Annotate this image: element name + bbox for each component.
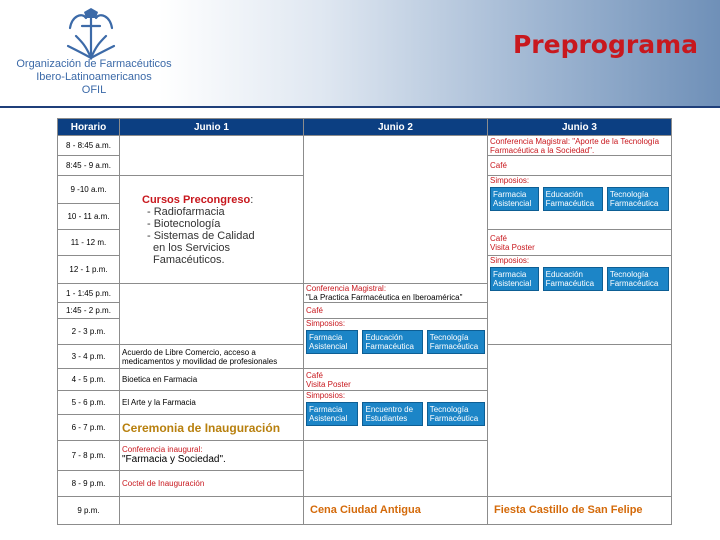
curso-item: - Biotecnología	[147, 217, 221, 230]
simposio-box: Educación Farmacéutica	[362, 330, 422, 354]
j3-cafe-visita: Café Visita Poster	[488, 230, 672, 256]
j1-empty-midday	[120, 284, 304, 345]
simposio-box: Tecnología Farmacéutica	[427, 402, 485, 426]
j3-simposios-1: Simposios: Farmacia Asistencial Educación Farmacéutica Tecnología Farmacéutica	[488, 176, 672, 230]
simposio-box: Encuentro de Estudiantes	[362, 402, 422, 426]
curso-item: - Sistemas de Calidad	[147, 229, 255, 242]
j3-fiesta: Fiesta Castillo de San Felipe	[488, 497, 672, 525]
col-header-junio-1: Junio 1	[120, 119, 304, 136]
curso-item: en los Servicios	[153, 241, 231, 254]
j1-arte: El Arte y la Farmacia	[120, 391, 304, 415]
time-cell: 10 - 11 a.m.	[58, 204, 120, 230]
simposio-box: Farmacia Asistencial	[306, 402, 358, 426]
ofil-logo-icon	[62, 6, 120, 60]
time-cell: 9 p.m.	[58, 497, 120, 525]
curso-item: - Radiofarmacia	[147, 205, 225, 218]
j2-simposios-1: Simposios: Farmacia Asistencial Educación Farmacéutica Tecnología Farmacéutica	[304, 319, 488, 369]
j1-conferencia-inaugural: Conferencia inaugural: "Farmacia y Sociedad".	[120, 441, 304, 471]
j3-cafe: Café	[488, 156, 672, 176]
time-cell: 12 - 1 p.m.	[58, 256, 120, 284]
j3-simposios-2: Simposios: Farmacia Asistencial Educación Farmacéutica Tecnología Farmacéutica	[488, 256, 672, 345]
j1-cursos-precongreso: Cursos Precongreso: - Radiofarmacia - Biotecnología - Sistemas de Calidad en los Servicios Famacéuticos.	[120, 176, 304, 284]
j3-conferencia: Conferencia Magistral: "Aporte de la Tecnología Farmacéutica a la Sociedad".	[488, 136, 672, 156]
j2-simposios-2: Simposios: Farmacia Asistencial Encuentro de Estudiantes Tecnología Farmacéutica	[304, 391, 488, 441]
time-cell: 6 - 7 p.m.	[58, 415, 120, 441]
j2-empty-evening	[304, 441, 488, 497]
time-cell: 8 - 8:45 a.m.	[58, 136, 120, 156]
org-line-2: Ibero-Latinoamericanos	[36, 71, 152, 83]
time-cell: 7 - 8 p.m.	[58, 441, 120, 471]
cursos-title: Cursos Precongreso	[142, 193, 251, 206]
simposio-box: Tecnología Farmacéutica	[607, 267, 669, 291]
header-divider	[0, 106, 720, 108]
curso-item: Famacéuticos.	[153, 253, 225, 266]
time-cell: 1 - 1:45 p.m.	[58, 284, 120, 303]
simposio-box: Farmacia Asistencial	[306, 330, 358, 354]
org-name	[14, 58, 174, 97]
time-cell: 11 - 12 m.	[58, 230, 120, 256]
j2-cafe-visita: Café Visita Poster	[304, 369, 488, 391]
page-title: Preprograma	[512, 30, 698, 59]
col-header-horario: Horario	[58, 119, 120, 136]
j1-ceremonia: Ceremonia de Inauguración	[120, 415, 304, 441]
time-cell: 9 -10 a.m.	[58, 176, 120, 204]
j1-acuerdo: Acuerdo de Libre Comercio, acceso a medicamentos y movilidad de profesionales	[120, 345, 304, 369]
time-cell: 2 - 3 p.m.	[58, 319, 120, 345]
j1-coctel: Coctel de Inauguración	[120, 471, 304, 497]
simposio-box: Tecnología Farmacéutica	[607, 187, 669, 211]
org-line-1: Organización de Farmacéuticos	[16, 58, 172, 70]
org-line-3: OFIL	[81, 84, 107, 96]
time-cell: 5 - 6 p.m.	[58, 391, 120, 415]
simposio-box: Educación Farmacéutica	[543, 267, 603, 291]
col-header-junio-2: Junio 2	[304, 119, 488, 136]
j2-cafe: Café	[304, 303, 488, 319]
time-cell: 4 - 5 p.m.	[58, 369, 120, 391]
simposio-box: Tecnología Farmacéutica	[427, 330, 485, 354]
j2-empty-morning	[304, 136, 488, 284]
schedule-table	[57, 118, 672, 525]
col-header-junio-3: Junio 3	[488, 119, 672, 136]
j1-empty-morning	[120, 136, 304, 176]
j1-bioetica: Bioetica en Farmacia	[120, 369, 304, 391]
simposio-box: Educación Farmacéutica	[543, 187, 603, 211]
j2-conferencia: Conferencia Magistral: "La Practica Farmacéutica en Iberoamérica"	[304, 284, 488, 303]
time-cell: 1:45 - 2 p.m.	[58, 303, 120, 319]
time-cell: 8:45 - 9 a.m.	[58, 156, 120, 176]
simposio-box: Farmacia Asistencial	[490, 187, 539, 211]
time-cell: 8 - 9 p.m.	[58, 471, 120, 497]
time-cell: 3 - 4 p.m.	[58, 345, 120, 369]
table-header-row	[58, 119, 672, 136]
simposio-box: Farmacia Asistencial	[490, 267, 539, 291]
j1-empty-night	[120, 497, 304, 525]
j3-empty-evening	[488, 345, 672, 497]
j2-cena: Cena Ciudad Antigua	[304, 497, 488, 525]
